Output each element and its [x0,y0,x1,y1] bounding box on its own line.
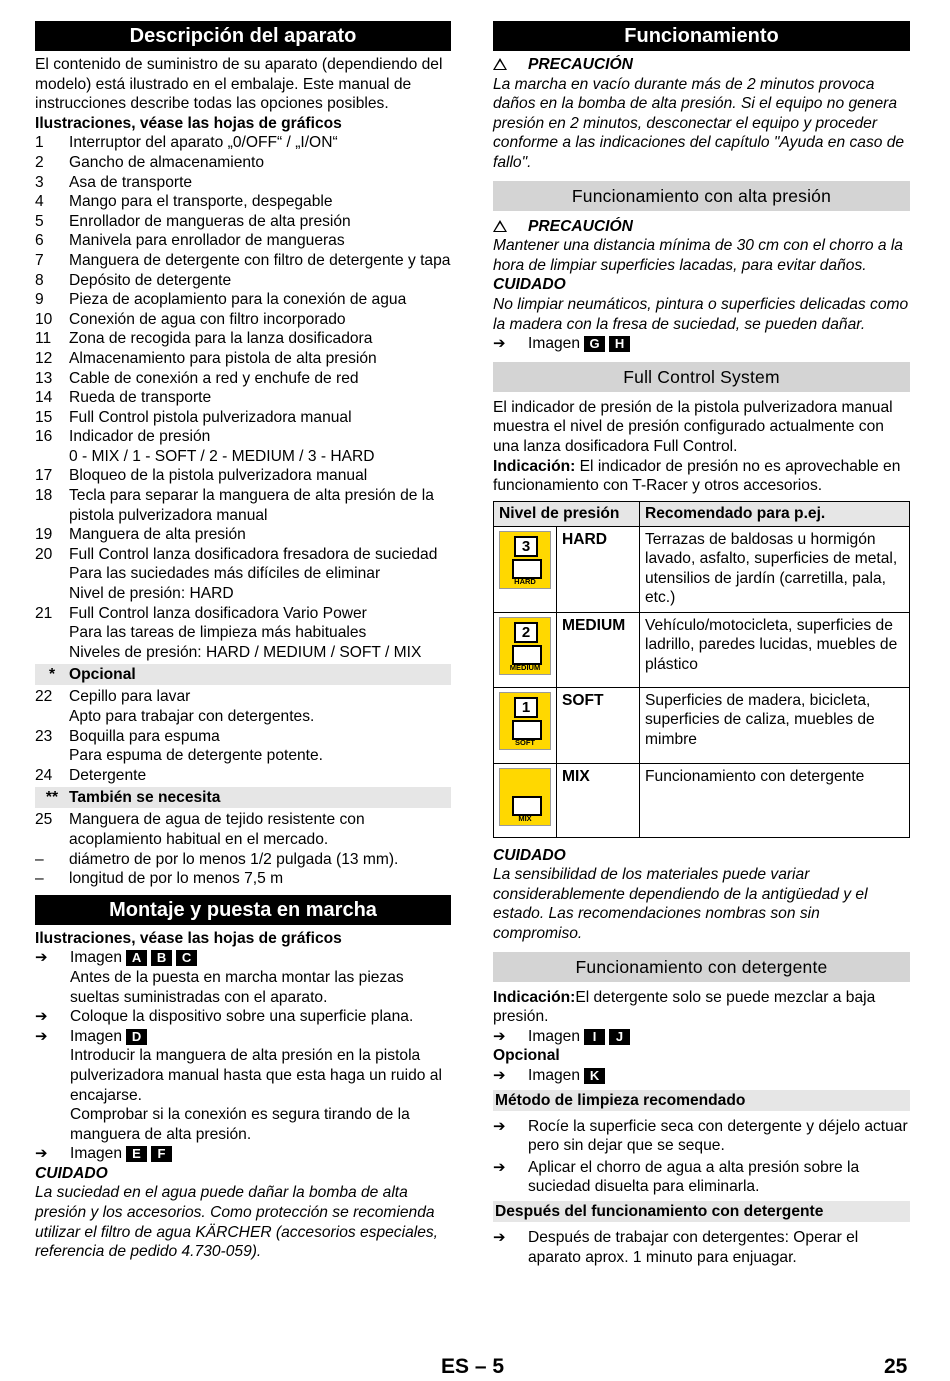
optional-list [35,687,451,785]
item-text [69,604,451,663]
item-text [69,408,451,428]
figure-ref: A [126,950,147,966]
item-line: Para las suciedades más difíciles de eliminar [69,565,381,583]
item-number: 3 [35,173,44,191]
list-item [35,310,451,330]
figure-ref-k: K [584,1068,605,1084]
step-item [35,1144,451,1164]
item-line: Apto para trabajar con detergentes. [69,708,315,725]
figure-ref-i: I [584,1029,605,1045]
list-item [35,427,451,466]
item-line: Full Control lanza dosificadora Vario Power [69,604,367,622]
item-line: Manguera de detergente con filtro de detergente y tapa [69,251,451,269]
level-pictogram [512,559,542,579]
list-item [35,349,451,369]
list-item [35,231,451,251]
step-text [70,1007,451,1027]
item-text [69,388,451,408]
step-text: Rocíe la superficie seca con detergente y déjelo actuar pero sin dejar que se seque. [528,1117,908,1155]
hp-caution-text: No limpiar neumáticos, pintura o superficies delicadas como la madera con la fresa de suciedad, se pueden dañar. [493,295,909,333]
item-number: 18 [35,487,53,505]
item-number: 2 [35,153,44,171]
step-item [493,1158,910,1197]
item-number: 15 [35,408,53,426]
list-item [35,173,451,193]
item-line: Full Control lanza dosificadora fresadora de suciedad [69,545,438,563]
item-line: Gancho de almacenamiento [69,153,265,171]
list-item [35,869,451,889]
level-recommendation: Funcionamiento con detergente [640,763,910,837]
section-title-detergente: Funcionamiento con detergente [493,952,910,982]
table-head-level: Nivel de presión [494,501,640,526]
table-head-rec: Recomendado para p.ej. [640,501,910,526]
level-name: SOFT [557,687,640,763]
desc-intro: El contenido de suministro de su aparato (dependiendo del modelo) está ilustrado en el embalaje. Este manual de instrucciones describe todas las opciones posibles. [35,56,443,113]
list-item [35,766,451,786]
needed-bar: ** También se necesita [35,787,451,808]
section-title-alta-presion: Funcionamiento con alta presión [493,181,910,211]
item-text [69,525,451,545]
item-text [69,810,451,849]
level-digit: 1 [514,697,538,718]
item-number: 10 [35,310,53,328]
figure-ref: F [151,1146,172,1162]
step-text [70,948,451,1007]
level-name: HARD [557,526,640,612]
list-item [35,153,451,173]
list-item [35,408,451,428]
step-line: Introducir la manguera de alta presión en la pistola pulverizadora manual hasta que esta haga un ruido al encajarse. [70,1047,442,1104]
figure-ref: E [126,1146,147,1162]
level-digit: 2 [514,622,538,643]
section-title-funcionamiento: Funcionamiento [493,21,910,51]
arrow-right-icon: ➔ [493,1229,506,1246]
item-line: Conexión de agua con filtro incorporado [69,310,346,328]
step-head [70,1144,451,1164]
arrow-right-icon: ➔ [493,1158,506,1176]
arrow-right-icon: ➔ [35,1027,48,1045]
arrow-right-icon: ➔ [35,1145,48,1163]
step-line: Antes de la puesta en marcha montar las piezas sueltas suministradas con el aparato. [70,968,404,1006]
item-text [69,153,451,173]
item-line: Para espuma de detergente potente. [69,747,324,765]
list-item [35,388,451,408]
list-item [35,727,451,766]
level-icon-cell [494,687,557,763]
figure-ref-h: H [609,336,630,352]
item-number: 23 [35,727,53,745]
item-text [69,687,451,726]
list-item [35,604,451,663]
table-row [494,763,910,837]
item-number: 25 [35,811,53,829]
item-line: Cable de conexión a red y enchufe de red [69,369,359,387]
arrow-right-icon: ➔ [35,949,48,967]
list-item [35,251,451,271]
step-head [70,1027,451,1047]
pressure-level-medium-icon [499,617,551,675]
arrow-right-icon: ➔ [35,1008,48,1026]
level-digit [514,773,534,790]
right-column [493,21,910,1269]
item-text [69,545,451,604]
step-head-text: Imagen [70,1027,123,1045]
precaution-heading: PRECAUCIÓN [493,55,910,75]
method-steps [493,1117,910,1197]
level-recommendation: Superficies de madera, bicicleta, superficies de caliza, muebles de mimbre [640,687,910,763]
step-item [35,1007,451,1027]
item-number: – [35,870,44,888]
list-item [35,687,451,726]
item-line: Asa de transporte [69,173,193,191]
level-pictogram [512,645,542,665]
item-line: Nivel de presión: HARD [69,585,234,603]
step-head-text: Imagen [70,1145,123,1163]
level-name: MEDIUM [557,612,640,687]
item-number: 5 [35,212,44,230]
fcs-text: El indicador de presión de la pistola pulverizadora manual muestra el nivel de presión configurado actualmente con una lanza dosificadora Full Control. [493,398,893,455]
det-image2-ref: ➔ Imagen K [493,1066,910,1086]
list-item [35,271,451,291]
after-title: Después del funcionamiento con detergente [493,1201,910,1222]
item-line: Depósito de detergente [69,271,232,289]
step-text [70,1027,451,1145]
figure-ref: B [151,950,172,966]
item-number: 14 [35,389,53,407]
pressure-table [493,501,910,838]
caution-text: La suciedad en el agua puede dañar la bomba de alta presión y los accesorios. Como protección se recomienda utilizar el filtro de agua KÄRCHER (accesorios especiales, referencia de pedido 4.730-059). [35,1184,439,1261]
list-item [35,486,451,525]
step-item [35,948,451,1007]
item-text [69,869,451,889]
step-item [35,1027,451,1145]
item-text [69,231,451,251]
step-head [70,1007,451,1027]
item-text [69,133,451,153]
figure-ref-g: G [584,336,605,352]
icon-caption: HARD [514,576,536,586]
method-title: Método de limpieza recomendado [493,1090,910,1111]
pressure-level-soft-icon [499,692,551,750]
warning-triangle-icon [493,217,528,237]
arrow-right-icon: ➔ [493,335,506,353]
step-text: Aplicar el chorro de agua a alta presión sobre la suciedad disuelta para eliminarla. [528,1158,860,1196]
item-text [69,173,451,193]
mount-steps [35,948,451,1164]
item-text [69,766,451,786]
item-text [69,212,451,232]
level-recommendation: Terrazas de baldosas u hormigón lavado, asfalto, superficies de metal, utensilios de jardín (carretilla, pala, etc.) [640,526,910,612]
list-item [35,212,451,232]
level-pictogram [512,720,542,740]
item-text [69,369,451,389]
det-optional: Opcional [493,1047,560,1065]
item-number: – [35,850,44,868]
list-item [35,369,451,389]
illus-note: Ilustraciones, véase las hojas de gráficos [35,114,342,132]
hp-caution-label: CUIDADO [493,276,566,294]
item-number: 9 [35,291,44,309]
item-line: Pieza de acoplamiento para la conexión de agua [69,291,407,309]
det-note: Indicación:El detergente solo se puede mezclar a baja presión. [493,988,876,1026]
item-text [69,329,451,349]
item-number: 12 [35,349,53,367]
func-warning-text: La marcha en vacío durante más de 2 minutos provoca daños en la bomba de alta presión. Si el equipo no genera presión en 2 minutos, desconectar el equipo y proceder conforme a las indicaciones del capítulo "Ayuda en caso de fallo". [493,75,905,171]
item-line: Manguera de alta presión [69,526,246,544]
table-caution-label: CUIDADO [493,846,566,864]
list-item [35,545,451,604]
item-line: Mango para el transporte, despegable [69,193,333,211]
warning-triangle-icon [493,55,528,75]
item-line: Zona de recogida para la lanza dosificadora [69,330,373,348]
item-number: 6 [35,232,44,250]
item-text [69,290,451,310]
parts-list [35,133,451,662]
item-line: Niveles de presión: HARD / MEDIUM / SOFT / MIX [69,643,422,661]
step-head-text: Imagen [70,949,123,967]
list-item [35,850,451,870]
step-text [70,1144,451,1164]
left-column [35,21,451,1262]
arrow-right-icon: ➔ [493,1117,506,1135]
item-text [69,251,451,271]
item-number: 11 [35,330,52,348]
step-text: Después de trabajar con detergentes: Operar el aparato aprox. 1 minuto para enjuagar. [528,1229,859,1266]
icon-caption: SOFT [515,737,535,747]
figure-ref: C [176,950,197,966]
item-text [69,349,451,369]
section-title-montaje: Montaje y puesta en marcha [35,895,451,925]
step-head-text: Coloque la dispositivo sobre una superficie plana. [70,1008,414,1026]
list-item [35,290,451,310]
hp-precaution-heading: PRECAUCIÓN [493,217,910,237]
list-item [35,329,451,349]
item-line: longitud de por lo menos 7,5 m [69,870,284,888]
item-line: Almacenamiento para pistola de alta presión [69,349,377,367]
list-item [35,133,451,153]
item-text [69,727,451,766]
table-row [494,612,910,687]
item-line: Cepillo para lavar [69,688,191,706]
item-line: 0 - MIX / 1 - SOFT / 2 - MEDIUM / 3 - HARD [69,447,375,465]
mount-illus-note: Ilustraciones, véase las hojas de gráficos [35,929,342,947]
item-number: 7 [35,251,44,269]
footer-page-number: 25 [884,1355,908,1378]
section-title-full-control: Full Control System [493,362,910,392]
item-text [69,427,451,466]
item-line: Indicador de presión [69,428,211,446]
item-number: 17 [35,467,53,485]
level-pictogram [512,796,542,816]
item-number: 16 [35,428,53,446]
pressure-level-mix-icon [499,768,551,826]
step-line: Comprobar si la conexión es segura tirando de la manguera de alta presión. [70,1106,410,1143]
item-line: Bloqueo de la pistola pulverizadora manual [69,467,368,485]
level-icon-cell [494,526,557,612]
needed-list [35,810,451,888]
item-number: 22 [35,688,53,706]
arrow-right-icon: ➔ [493,1067,506,1085]
level-recommendation: Vehículo/motocicleta, superficies de ladrillo, paredes lucidas, muebles de plástico [640,612,910,687]
item-text [69,192,451,212]
item-text [69,850,451,870]
list-item [35,810,451,849]
item-number: 13 [35,369,53,387]
item-text [69,310,451,330]
item-number: 4 [35,193,44,211]
pressure-level-hard-icon [499,531,551,589]
icon-caption: MEDIUM [509,662,541,672]
item-line: Interruptor del aparato „0/OFF“ / „I/ON“ [69,134,338,152]
after-steps [493,1228,910,1267]
step-item [493,1117,910,1156]
item-text [69,271,451,291]
hp-precaution-text: Mantener una distancia mínima de 30 cm con el chorro a la hora de limpiar superficies lacadas, para evitar daños. [493,237,903,274]
step-item [493,1228,910,1267]
item-line: Manivela para enrollador de mangueras [69,232,345,250]
item-number: 1 [35,134,44,152]
item-number: 8 [35,271,44,289]
item-line: Tecla para separar la manguera de alta presión de la pistola pulverizadora manual [69,487,434,524]
level-icon-cell [494,763,557,837]
hp-image-ref: ➔ Imagen G H [493,334,910,354]
table-row [494,526,910,612]
figure-ref-j: J [609,1029,630,1045]
footer-lang-page: ES – 5 [441,1355,505,1378]
fcs-note: Indicación: El indicador de presión no es aprovechable en funcionamiento con T-Racer y otros accesorios. [493,457,901,495]
item-line: diámetro de por lo menos 1/2 pulgada (13 mm). [69,850,399,868]
arrow-right-icon: ➔ [493,1027,506,1045]
level-name: MIX [557,763,640,837]
section-title-descripcion: Descripción del aparato [35,21,451,51]
item-number: 20 [35,545,53,563]
list-item [35,466,451,486]
item-line: Manguera de agua de tejido resistente con acoplamiento habitual en el mercado. [69,811,365,848]
item-line: Full Control pistola pulverizadora manual [69,408,352,426]
caution-label: CUIDADO [35,1164,108,1182]
figure-ref: D [126,1029,147,1045]
item-text [69,466,451,486]
item-line: Boquilla para espuma [69,727,220,745]
optional-bar: * Opcional [35,664,451,685]
item-line: Para las tareas de limpieza más habituales [69,624,367,642]
item-number: 19 [35,526,53,544]
level-digit: 3 [514,536,538,557]
item-text [69,486,451,525]
item-number: 21 [35,604,53,622]
det-image-ref: ➔ Imagen I J [493,1027,910,1047]
item-line: Enrollador de mangueras de alta presión [69,212,351,230]
item-line: Rueda de transporte [69,389,212,407]
item-line: Detergente [69,766,147,784]
list-item [35,525,451,545]
icon-caption: MIX [518,813,532,823]
step-head [70,948,451,968]
item-number: 24 [35,766,53,784]
list-item [35,192,451,212]
level-icon-cell [494,612,557,687]
table-row [494,687,910,763]
table-caution-text: La sensibilidad de los materiales puede variar considerablemente dependiendo de la antigüedad y el estado. Las recomendaciones nombras son sin compromiso. [493,866,868,943]
